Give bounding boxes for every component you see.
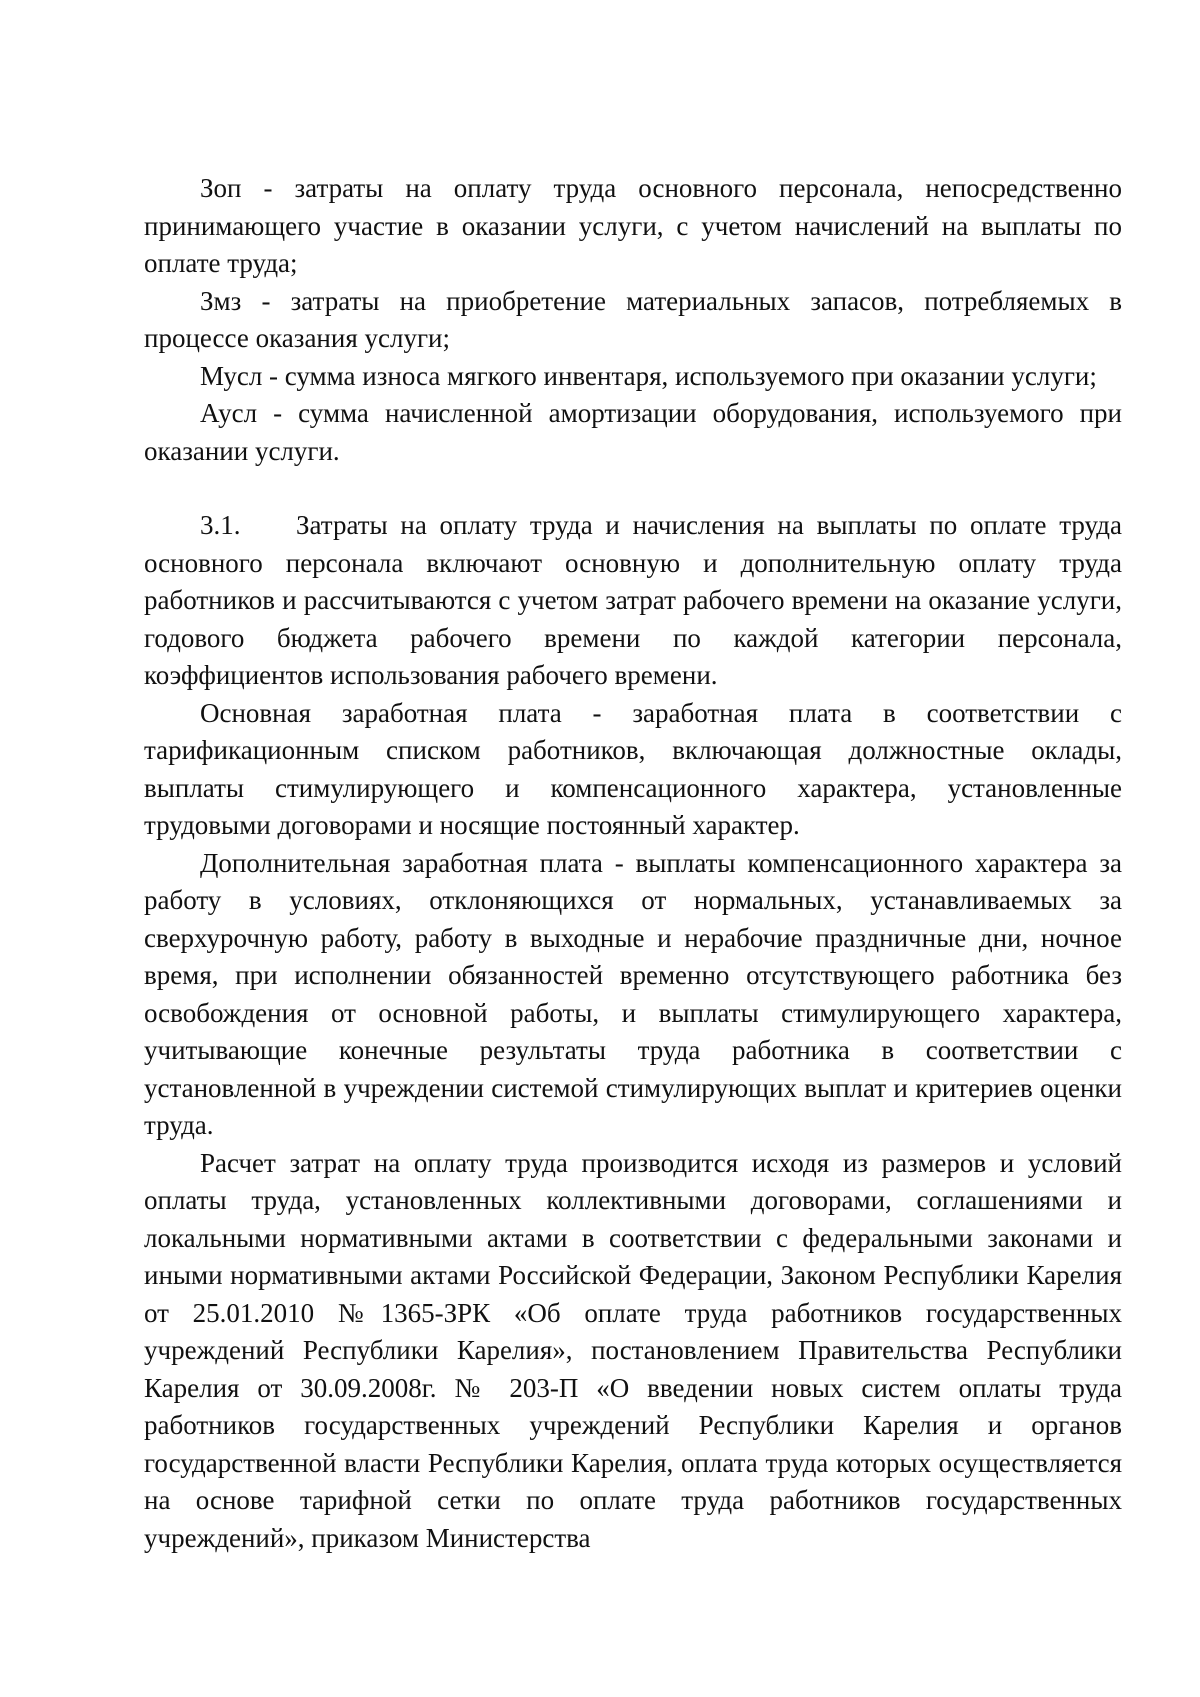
document-body xyxy=(144,170,1122,1557)
paragraph-spacer xyxy=(144,470,1122,507)
paragraph-salary-calculation: Расчет затрат на оплату труда производится исходя из размеров и условий оплаты труда, установленных коллективными договорами, соглашениями и локальными нормативными актами в соответствии с федеральными законами и иными нормативными актами Российской Федерации, Законом Республики Карелия от 25.01.2010 №1365-ЗРК «Об оплате труда работников государственных учреждений Республики Карелия», постановлением Правительства Республики Карелия от 30.09.2008г. № 203-П «О введении новых систем оплаты труда работников государственных учреждений Республики Карелия и органов государственной власти Республики Карелия, оплата труда которых осуществляется на основе тарифной сетки по оплате труда работников государственных учреждений», приказом Министерства xyxy=(144,1147,1122,1553)
definition-musl: Мусл - сумма износа мягкого инвентаря, используемого при оказании услуги; xyxy=(200,360,1097,391)
definition-ausl: Аусл - сумма начисленной амортизации оборудования, используемого при оказании услуги. xyxy=(144,398,1122,466)
section-text: Затраты на оплату труда и начисления на выплаты по оплате труда основного персонала включают основную и дополнительную оплату труда работников и рассчитываются с учетом затрат рабочего времени на оказание услуги, годового бюджета рабочего времени по каждой категории персонала, коэффициентов использования рабочего времени. xyxy=(144,510,1122,690)
definition-zmz: Змз - затраты на приобретение материальных запасов, потребляемых в процессе оказания услуги; xyxy=(144,285,1122,353)
paragraph-base-salary: Основная заработная плата - заработная плата в соответствии с тарификационным списком работников, включающая должностные оклады, выплаты стимулирующего и компенсационного характера, установленные трудовыми договорами и носящие постоянный характер. xyxy=(144,697,1122,840)
paragraph-additional-salary: Дополнительная заработная плата - выплаты компенсационного характера за работу в условиях, отклоняющихся от нормальных, устанавливаемых за сверхурочную работу, работу в выходные и нерабочие праздничные дни, ночное время, при исполнении обязанностей временно отсутствующего работника без освобождения от основной работы, и выплаты стимулирующего характера, учитывающие конечные результаты труда работника в соответствии с установленной в учреждении системой стимулирующих выплат и критериев оценки труда. xyxy=(144,847,1122,1140)
definition-zop: Зоп - затраты на оплату труда основного персонала, непосредственно принимающего участие в оказании услуги, с учетом начислений на выплаты по оплате труда; xyxy=(144,173,1122,278)
section-3-1 xyxy=(144,507,1122,695)
section-number: 3.1. xyxy=(200,510,241,540)
